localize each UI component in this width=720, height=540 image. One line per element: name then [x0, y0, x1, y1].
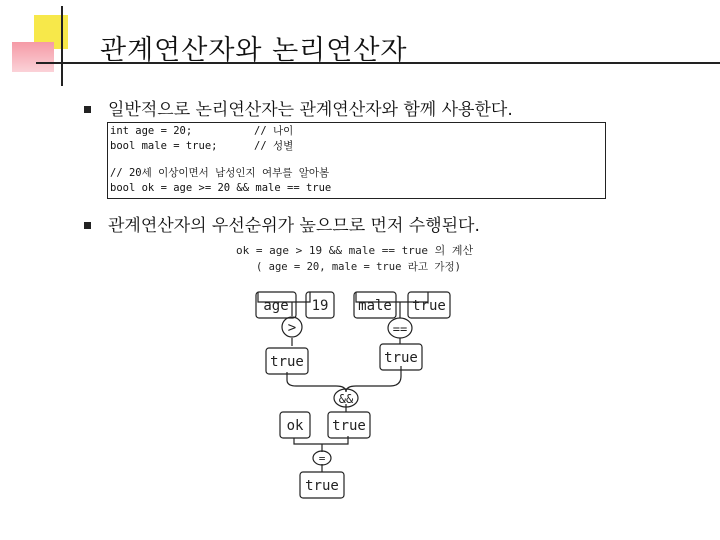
node-assign: =: [318, 452, 326, 465]
code-line-1: int age = 20;: [110, 125, 193, 137]
code-block: [107, 122, 606, 199]
node-true-final: true: [305, 478, 339, 494]
node-true-right: true: [384, 350, 418, 366]
node-andand: &&: [338, 392, 354, 406]
diagram-header-2: ( age = 20, male = true 라고 가정): [256, 261, 461, 273]
diagram-header-1: ok = age > 19 && male == true 의 계산: [236, 244, 474, 257]
bullet-marker-2: [84, 222, 91, 229]
code-line-1-comment: // 나이: [254, 125, 294, 137]
decor-pink-square: [12, 42, 54, 72]
node-age: age: [263, 298, 289, 314]
code-line-4: bool ok = age >= 20 && male == true: [110, 182, 332, 194]
node-true-literal: true: [412, 298, 446, 314]
decor-vertical-line: [61, 6, 63, 86]
evaluation-tree-diagram: [230, 240, 510, 500]
code-line-2-comment: // 성별: [254, 140, 294, 152]
code-line-3: // 20세 이상이면서 남성인지 여부를 알아봄: [110, 167, 330, 179]
node-true-left: true: [270, 354, 304, 370]
node-male: male: [358, 298, 392, 314]
bullet-marker-1: [84, 106, 91, 113]
bullet-text-1: 일반적으로 논리연산자는 관계연산자와 함께 사용한다.: [108, 100, 513, 120]
node-19: 19: [311, 298, 329, 314]
node-gt: >: [287, 320, 297, 336]
code-line-2: bool male = true;: [110, 140, 218, 152]
node-true-and: true: [332, 418, 366, 434]
slide-title: 관계연산자와 논리연산자: [100, 35, 408, 66]
connector-ok-true: [294, 436, 348, 444]
connector-true-left: [287, 372, 346, 392]
node-eqeq: ==: [392, 322, 408, 336]
bullet-text-2: 관계연산자의 우선순위가 높으므로 먼저 수행된다.: [108, 216, 480, 236]
node-ok: ok: [286, 418, 304, 434]
